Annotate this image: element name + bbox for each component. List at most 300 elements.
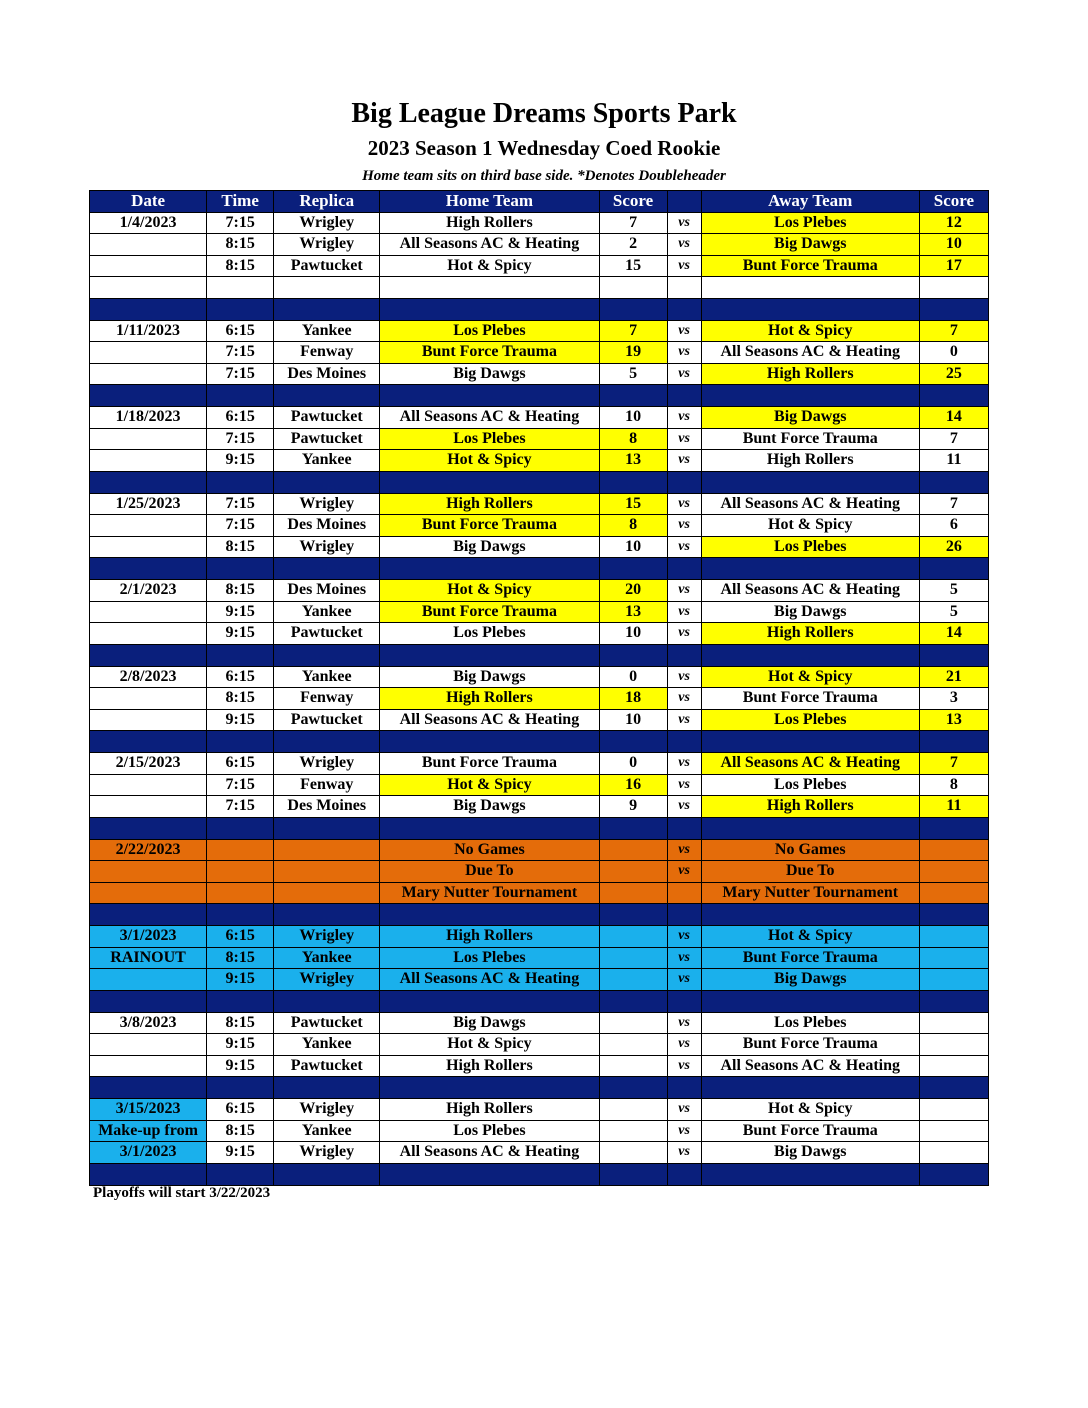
- game-row: [90, 1099, 989, 1121]
- game-row: [90, 709, 989, 731]
- home-score-cell: [599, 947, 667, 969]
- separator-cell: [667, 471, 701, 493]
- separator-cell: [667, 558, 701, 580]
- time-cell: 7:15: [207, 212, 274, 234]
- vs-cell: vs: [667, 709, 701, 731]
- home-score-cell: 13: [599, 601, 667, 623]
- game-row: [90, 1142, 989, 1164]
- home-score-cell: [599, 1120, 667, 1142]
- home-team-cell: Big Dawgs: [380, 796, 599, 818]
- replica-cell: Yankee: [274, 320, 380, 342]
- separator-cell: [701, 731, 919, 753]
- home-team-cell: Hot & Spicy: [380, 450, 599, 472]
- replica-cell: Des Moines: [274, 363, 380, 385]
- separator-cell: [380, 731, 599, 753]
- home-team-cell: [380, 277, 599, 299]
- game-row: [90, 428, 989, 450]
- separator-row: [90, 298, 989, 320]
- vs-cell: vs: [667, 1120, 701, 1142]
- away-score-cell: 17: [919, 255, 988, 277]
- replica-cell: Pawtucket: [274, 1012, 380, 1034]
- home-score-cell: 13: [599, 450, 667, 472]
- away-team-cell: No Games: [701, 839, 919, 861]
- date-cell: [90, 450, 207, 472]
- separator-row: [90, 558, 989, 580]
- separator-cell: [667, 990, 701, 1012]
- col-header-home-score: Score: [599, 191, 667, 213]
- away-score-cell: 7: [919, 320, 988, 342]
- vs-cell: vs: [667, 1034, 701, 1056]
- time-cell: 8:15: [207, 234, 274, 256]
- game-row: [90, 623, 989, 645]
- game-row: [90, 212, 989, 234]
- home-score-cell: 2: [599, 234, 667, 256]
- separator-cell: [90, 1163, 207, 1185]
- time-cell: 8:15: [207, 947, 274, 969]
- away-score-cell: 5: [919, 601, 988, 623]
- home-score-cell: [599, 969, 667, 991]
- date-cell: 2/15/2023: [90, 753, 207, 775]
- home-score-cell: 15: [599, 493, 667, 515]
- home-score-cell: [599, 1099, 667, 1121]
- home-score-cell: 9: [599, 796, 667, 818]
- separator-cell: [90, 817, 207, 839]
- game-row: [90, 774, 989, 796]
- vs-cell: vs: [667, 536, 701, 558]
- separator-row: [90, 990, 989, 1012]
- away-team-cell: High Rollers: [701, 450, 919, 472]
- separator-cell: [919, 385, 988, 407]
- separator-cell: [667, 644, 701, 666]
- date-cell: [90, 1034, 207, 1056]
- separator-cell: [207, 990, 274, 1012]
- date-cell: [90, 536, 207, 558]
- separator-cell: [701, 990, 919, 1012]
- replica-cell: [274, 839, 380, 861]
- separator-cell: [599, 990, 667, 1012]
- separator-cell: [274, 471, 380, 493]
- time-cell: 8:15: [207, 688, 274, 710]
- replica-cell: [274, 277, 380, 299]
- game-row: [90, 1120, 989, 1142]
- separator-cell: [207, 1077, 274, 1099]
- vs-cell: vs: [667, 1055, 701, 1077]
- home-team-cell: Bunt Force Trauma: [380, 753, 599, 775]
- home-score-cell: 10: [599, 407, 667, 429]
- home-team-cell: Due To: [380, 861, 599, 883]
- date-cell: 1/18/2023: [90, 407, 207, 429]
- replica-cell: Fenway: [274, 774, 380, 796]
- game-row: [90, 969, 989, 991]
- home-score-cell: 10: [599, 536, 667, 558]
- separator-cell: [701, 298, 919, 320]
- away-team-cell: Due To: [701, 861, 919, 883]
- separator-cell: [380, 1163, 599, 1185]
- away-team-cell: Hot & Spicy: [701, 666, 919, 688]
- home-score-cell: 20: [599, 580, 667, 602]
- time-cell: 9:15: [207, 1142, 274, 1164]
- time-cell: 8:15: [207, 580, 274, 602]
- home-team-cell: Mary Nutter Tournament: [380, 882, 599, 904]
- schedule-table: [89, 190, 989, 1186]
- col-header-vs: [667, 191, 701, 213]
- home-team-cell: Hot & Spicy: [380, 1034, 599, 1056]
- game-row: [90, 407, 989, 429]
- vs-cell: vs: [667, 623, 701, 645]
- home-score-cell: 10: [599, 623, 667, 645]
- away-score-cell: 3: [919, 688, 988, 710]
- vs-cell: vs: [667, 255, 701, 277]
- away-team-cell: All Seasons AC & Heating: [701, 753, 919, 775]
- game-row: [90, 688, 989, 710]
- home-team-cell: Big Dawgs: [380, 1012, 599, 1034]
- time-cell: 7:15: [207, 428, 274, 450]
- separator-cell: [919, 817, 988, 839]
- home-team-cell: Hot & Spicy: [380, 774, 599, 796]
- date-cell: [90, 515, 207, 537]
- separator-cell: [919, 558, 988, 580]
- time-cell: 6:15: [207, 1099, 274, 1121]
- away-team-cell: Hot & Spicy: [701, 1099, 919, 1121]
- separator-cell: [207, 1163, 274, 1185]
- home-team-cell: Hot & Spicy: [380, 255, 599, 277]
- home-score-cell: 0: [599, 666, 667, 688]
- time-cell: 9:15: [207, 969, 274, 991]
- home-score-cell: 7: [599, 320, 667, 342]
- home-score-cell: [599, 1034, 667, 1056]
- date-cell: Make-up from: [90, 1120, 207, 1142]
- vs-cell: [667, 277, 701, 299]
- away-score-cell: 14: [919, 407, 988, 429]
- vs-cell: vs: [667, 450, 701, 472]
- separator-cell: [919, 1163, 988, 1185]
- separator-cell: [90, 471, 207, 493]
- away-score-cell: [919, 969, 988, 991]
- time-cell: 7:15: [207, 342, 274, 364]
- date-cell: 3/1/2023: [90, 926, 207, 948]
- separator-cell: [380, 1077, 599, 1099]
- home-team-cell: Los Plebes: [380, 320, 599, 342]
- home-team-cell: Big Dawgs: [380, 363, 599, 385]
- separator-cell: [207, 731, 274, 753]
- vs-cell: vs: [667, 342, 701, 364]
- replica-cell: Wrigley: [274, 536, 380, 558]
- replica-cell: Yankee: [274, 1120, 380, 1142]
- time-cell: 9:15: [207, 450, 274, 472]
- home-team-cell: Los Plebes: [380, 1120, 599, 1142]
- separator-cell: [380, 558, 599, 580]
- game-row: [90, 277, 989, 299]
- separator-cell: [274, 644, 380, 666]
- away-score-cell: 7: [919, 493, 988, 515]
- page-title: Big League Dreams Sports Park: [351, 98, 737, 129]
- away-score-cell: 5: [919, 580, 988, 602]
- separator-cell: [274, 990, 380, 1012]
- vs-cell: vs: [667, 688, 701, 710]
- home-team-cell: Big Dawgs: [380, 666, 599, 688]
- separator-row: [90, 471, 989, 493]
- home-team-cell: High Rollers: [380, 212, 599, 234]
- separator-cell: [207, 904, 274, 926]
- away-score-cell: [919, 1055, 988, 1077]
- replica-cell: Wrigley: [274, 1099, 380, 1121]
- away-team-cell: Los Plebes: [701, 1012, 919, 1034]
- replica-cell: Wrigley: [274, 234, 380, 256]
- home-score-cell: 8: [599, 428, 667, 450]
- separator-cell: [599, 558, 667, 580]
- time-cell: 6:15: [207, 320, 274, 342]
- game-row: [90, 1012, 989, 1034]
- time-cell: 8:15: [207, 255, 274, 277]
- vs-cell: vs: [667, 212, 701, 234]
- separator-cell: [90, 990, 207, 1012]
- replica-cell: Fenway: [274, 688, 380, 710]
- away-team-cell: Bunt Force Trauma: [701, 428, 919, 450]
- vs-cell: vs: [667, 428, 701, 450]
- col-header-time: Time: [207, 191, 274, 213]
- separator-cell: [90, 558, 207, 580]
- time-cell: 7:15: [207, 515, 274, 537]
- away-score-cell: 14: [919, 623, 988, 645]
- separator-row: [90, 1163, 989, 1185]
- home-score-cell: 16: [599, 774, 667, 796]
- vs-cell: vs: [667, 839, 701, 861]
- date-cell: 2/8/2023: [90, 666, 207, 688]
- away-score-cell: [919, 839, 988, 861]
- game-row: [90, 450, 989, 472]
- replica-cell: Pawtucket: [274, 407, 380, 429]
- date-cell: [90, 255, 207, 277]
- time-cell: [207, 277, 274, 299]
- vs-cell: vs: [667, 666, 701, 688]
- vs-cell: vs: [667, 234, 701, 256]
- vs-cell: vs: [667, 796, 701, 818]
- away-team-cell: Los Plebes: [701, 774, 919, 796]
- away-team-cell: Hot & Spicy: [701, 320, 919, 342]
- date-cell: [90, 277, 207, 299]
- replica-cell: Pawtucket: [274, 623, 380, 645]
- away-team-cell: Big Dawgs: [701, 969, 919, 991]
- date-cell: [90, 774, 207, 796]
- separator-cell: [380, 817, 599, 839]
- separator-cell: [274, 817, 380, 839]
- game-row: [90, 926, 989, 948]
- separator-cell: [380, 644, 599, 666]
- away-team-cell: Bunt Force Trauma: [701, 947, 919, 969]
- col-header-date: Date: [90, 191, 207, 213]
- home-score-cell: 7: [599, 212, 667, 234]
- game-row: [90, 515, 989, 537]
- separator-cell: [274, 904, 380, 926]
- header-row: [90, 191, 989, 213]
- away-score-cell: 26: [919, 536, 988, 558]
- away-team-cell: Los Plebes: [701, 709, 919, 731]
- away-team-cell: Big Dawgs: [701, 234, 919, 256]
- col-header-away-team: Away Team: [701, 191, 919, 213]
- home-team-cell: High Rollers: [380, 1099, 599, 1121]
- time-cell: [207, 882, 274, 904]
- separator-row: [90, 1077, 989, 1099]
- separator-cell: [701, 1077, 919, 1099]
- vs-cell: vs: [667, 861, 701, 883]
- away-score-cell: [919, 1142, 988, 1164]
- date-cell: 1/25/2023: [90, 493, 207, 515]
- home-score-cell: [599, 1142, 667, 1164]
- separator-cell: [667, 298, 701, 320]
- time-cell: 6:15: [207, 407, 274, 429]
- col-header-away-score: Score: [919, 191, 988, 213]
- separator-cell: [919, 644, 988, 666]
- away-score-cell: [919, 947, 988, 969]
- time-cell: 7:15: [207, 774, 274, 796]
- home-score-cell: 5: [599, 363, 667, 385]
- date-cell: [90, 1055, 207, 1077]
- replica-cell: Wrigley: [274, 1142, 380, 1164]
- game-row: [90, 753, 989, 775]
- time-cell: 7:15: [207, 796, 274, 818]
- replica-cell: Des Moines: [274, 796, 380, 818]
- replica-cell: Wrigley: [274, 969, 380, 991]
- replica-cell: Yankee: [274, 666, 380, 688]
- replica-cell: Yankee: [274, 1034, 380, 1056]
- separator-cell: [90, 1077, 207, 1099]
- vs-cell: vs: [667, 1099, 701, 1121]
- away-score-cell: [919, 1012, 988, 1034]
- time-cell: 9:15: [207, 1055, 274, 1077]
- date-cell: 3/1/2023: [90, 1142, 207, 1164]
- away-team-cell: High Rollers: [701, 623, 919, 645]
- separator-cell: [701, 1163, 919, 1185]
- time-cell: 8:15: [207, 1120, 274, 1142]
- home-team-cell: Bunt Force Trauma: [380, 342, 599, 364]
- separator-cell: [380, 904, 599, 926]
- home-team-cell: All Seasons AC & Heating: [380, 407, 599, 429]
- vs-cell: vs: [667, 969, 701, 991]
- home-team-cell: High Rollers: [380, 688, 599, 710]
- away-score-cell: 6: [919, 515, 988, 537]
- vs-cell: [667, 882, 701, 904]
- game-row: [90, 342, 989, 364]
- away-team-cell: Big Dawgs: [701, 601, 919, 623]
- separator-cell: [207, 644, 274, 666]
- away-team-cell: All Seasons AC & Heating: [701, 493, 919, 515]
- separator-cell: [667, 817, 701, 839]
- separator-cell: [380, 298, 599, 320]
- date-cell: [90, 709, 207, 731]
- page-subtitle: 2023 Season 1 Wednesday Coed Rookie: [367, 136, 721, 160]
- date-cell: [90, 861, 207, 883]
- separator-row: [90, 904, 989, 926]
- date-cell: [90, 428, 207, 450]
- home-score-cell: 19: [599, 342, 667, 364]
- home-team-cell: Los Plebes: [380, 428, 599, 450]
- separator-cell: [90, 644, 207, 666]
- game-row: [90, 796, 989, 818]
- away-score-cell: 10: [919, 234, 988, 256]
- separator-cell: [274, 731, 380, 753]
- home-team-cell: All Seasons AC & Heating: [380, 709, 599, 731]
- date-cell: [90, 882, 207, 904]
- replica-cell: Yankee: [274, 450, 380, 472]
- schedule-note: Home team sits on third base side. *Denotes Doubleheader: [362, 168, 726, 184]
- date-cell: [90, 623, 207, 645]
- separator-cell: [207, 298, 274, 320]
- date-cell: [90, 969, 207, 991]
- game-row: [90, 255, 989, 277]
- away-score-cell: 11: [919, 450, 988, 472]
- separator-cell: [919, 731, 988, 753]
- vs-cell: vs: [667, 363, 701, 385]
- separator-cell: [274, 1077, 380, 1099]
- date-cell: 1/11/2023: [90, 320, 207, 342]
- away-score-cell: [919, 1099, 988, 1121]
- separator-cell: [599, 1077, 667, 1099]
- separator-cell: [701, 644, 919, 666]
- separator-cell: [90, 298, 207, 320]
- away-score-cell: [919, 882, 988, 904]
- away-team-cell: Mary Nutter Tournament: [701, 882, 919, 904]
- away-score-cell: [919, 277, 988, 299]
- home-score-cell: 18: [599, 688, 667, 710]
- home-score-cell: 0: [599, 753, 667, 775]
- home-score-cell: [599, 1012, 667, 1034]
- away-team-cell: Big Dawgs: [701, 1142, 919, 1164]
- away-team-cell: High Rollers: [701, 363, 919, 385]
- replica-cell: Wrigley: [274, 212, 380, 234]
- replica-cell: Pawtucket: [274, 255, 380, 277]
- time-cell: [207, 839, 274, 861]
- date-cell: 1/4/2023: [90, 212, 207, 234]
- game-row: [90, 536, 989, 558]
- vs-cell: vs: [667, 407, 701, 429]
- date-cell: 2/22/2023: [90, 839, 207, 861]
- away-team-cell: Hot & Spicy: [701, 515, 919, 537]
- separator-row: [90, 644, 989, 666]
- time-cell: 9:15: [207, 1034, 274, 1056]
- away-team-cell: High Rollers: [701, 796, 919, 818]
- vs-cell: vs: [667, 580, 701, 602]
- replica-cell: Des Moines: [274, 515, 380, 537]
- separator-cell: [701, 385, 919, 407]
- vs-cell: vs: [667, 1012, 701, 1034]
- game-row: [90, 601, 989, 623]
- separator-cell: [380, 471, 599, 493]
- separator-cell: [599, 904, 667, 926]
- home-team-cell: High Rollers: [380, 493, 599, 515]
- time-cell: 7:15: [207, 493, 274, 515]
- date-cell: [90, 234, 207, 256]
- vs-cell: vs: [667, 320, 701, 342]
- game-row: [90, 363, 989, 385]
- away-score-cell: 13: [919, 709, 988, 731]
- no-games-row: [90, 861, 989, 883]
- game-row: [90, 1055, 989, 1077]
- home-score-cell: 8: [599, 515, 667, 537]
- vs-cell: vs: [667, 515, 701, 537]
- separator-cell: [599, 385, 667, 407]
- home-score-cell: [599, 926, 667, 948]
- time-cell: 7:15: [207, 363, 274, 385]
- separator-cell: [207, 385, 274, 407]
- date-cell: 2/1/2023: [90, 580, 207, 602]
- separator-cell: [599, 1163, 667, 1185]
- home-team-cell: Bunt Force Trauma: [380, 601, 599, 623]
- vs-cell: vs: [667, 774, 701, 796]
- away-team-cell: Bunt Force Trauma: [701, 255, 919, 277]
- replica-cell: Des Moines: [274, 580, 380, 602]
- replica-cell: Wrigley: [274, 926, 380, 948]
- time-cell: 6:15: [207, 666, 274, 688]
